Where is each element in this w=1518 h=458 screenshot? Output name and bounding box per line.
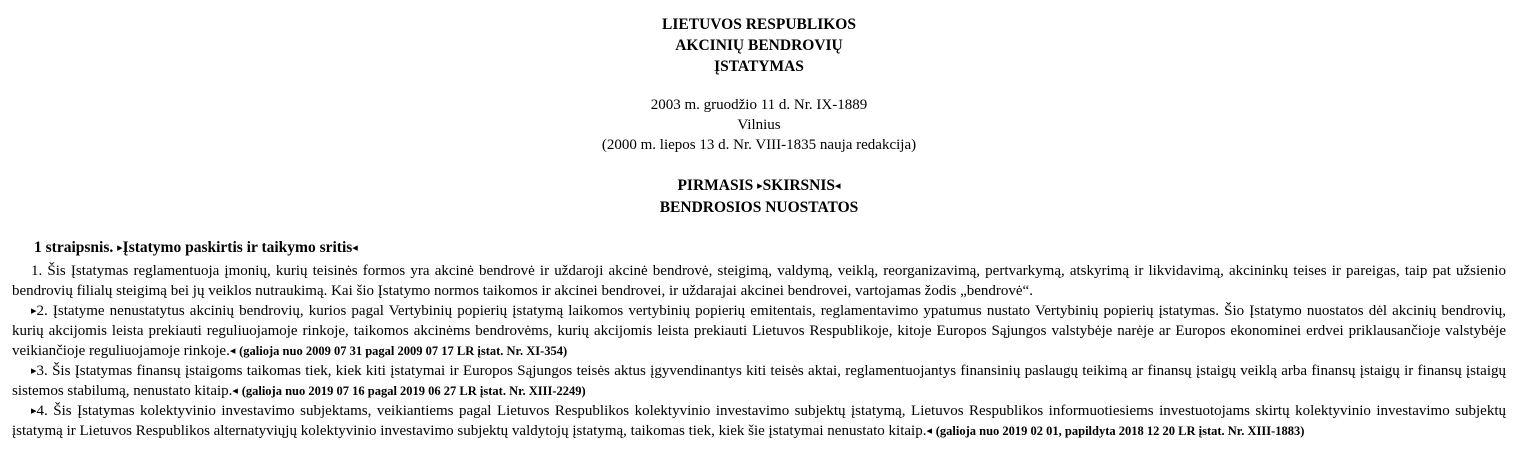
- paragraph-3: [12, 361, 1506, 401]
- law-meta: [0, 95, 1518, 155]
- law-date-number: 2003 m. gruodžio 11 d. Nr. IX-1889: [650, 97, 868, 113]
- marker-close-icon: ◂: [926, 425, 932, 437]
- article-heading: [34, 237, 358, 259]
- article-body: [12, 261, 1506, 441]
- amendment-note: (galioja nuo 2019 02 01, papildyta 2018 12 20 LR įstat. Nr. XIII-1883): [935, 424, 1305, 438]
- section-heading: [0, 175, 1518, 218]
- marker-close-icon: ◂: [229, 345, 236, 357]
- section-prefix: PIRMASIS: [677, 177, 754, 194]
- marker-close-icon: ◂: [232, 385, 238, 397]
- marker-close-icon: ◂: [352, 242, 358, 254]
- marker-open-icon: ▸: [757, 180, 763, 192]
- paragraph-4-text: 4. Šis Įstatymas kolektyvinio investavimo subjektams, veikiantiems pagal Lietuvos Respublikos kolektyvinio investavimo subjektų įstatymą, Lietuvos Respublikos informuotiesiems investuotojams skirtų kolektyvinio investavimo subjektų įstatymą ir Lietuvos Respublikos alternatyviųjų kolektyvinio investavimo subjektų valdytojų įstatymą, taikomas tiek, kiek šie įstatymai nenustato kitaip.: [12, 403, 1506, 439]
- section-title: BENDROSIOS NUOSTATOS: [659, 199, 859, 216]
- marker-open-icon: ▸: [31, 305, 37, 317]
- paragraph-1: [12, 261, 1506, 301]
- marker-open-icon: ▸: [31, 405, 37, 417]
- marker-open-icon: ▸: [117, 242, 123, 254]
- title-line-1: LIETUVOS RESPUBLIKOS: [662, 16, 856, 33]
- title-line-2: AKCINIŲ BENDROVIŲ: [675, 37, 843, 54]
- title-line-3: ĮSTATYMAS: [714, 58, 804, 75]
- law-place: Vilnius: [737, 117, 781, 133]
- paragraph-1-text: 1. Šis Įstatymas reglamentuoja įmonių, kurių teisinės formos yra akcinė bendrovė ir uždaroji akcinė bendrovė, steigimą, valdymą, veiklą, reorganizavimą, pertvarkymą, atskyrimą ir likvidavimą, akcininkų teises ir pareigas, taip pat užsienio bendrovių filialų steigimą bei jų veiklos nutraukimą. Kai šio Įstatymo normos taikomos ir akcinei bendrovei, ir uždarajai akcinei bendrovei, vartojamas žodis „bendrovė“.: [12, 263, 1506, 299]
- paragraph-3-text: 3. Šis Įstatymas finansų įstaigoms taikomas tiek, kiek kiti įstatymai ir Europos Sąjungos teisės aktus įgyvendinantys kiti teisės aktai, reglamentuojantys finansinių paslaugų teikimą ar finansų įstaigų veiklą arba finansų įstaigų ir finansų įstaigų sistemos stabilumą, nenustato kitaip.: [12, 363, 1506, 399]
- paragraph-4: [12, 401, 1506, 441]
- paragraph-2-text: 2. Įstatyme nenustatytus akcinių bendrovių, kurios pagal Vertybinių popierių įstatymą laikomos vertybinių popierių emitentais, reglamentavimo ypatumus nustato Vertybinių popierių įstatymas. Šio Įstatymo nuostatos dėl akcinių bendrovių, kurių akcijomis leista prekiauti reguliuojamoje rinkoje, taikomos akcinėms bendrovėms, kurių akcijomis leista prekiauti Lietuvos Respublikoje, kitoje Europos Sąjungos valstybėje narėje ar Europos ekonominei erdvei priklausančioje valstybėje veikiančioje reguliuojamoje rinkoje.: [12, 303, 1506, 359]
- section-number: [0, 175, 1518, 197]
- article-title: Įstatymo paskirtis ir taikymo sritis: [122, 239, 353, 256]
- paragraph-2: [12, 301, 1506, 361]
- amendment-note: (galioja nuo 2009 07 31 pagal 2009 07 17 LR įstat. Nr. XI-354): [239, 344, 568, 358]
- marker-close-icon: ◂: [835, 180, 841, 192]
- law-edition: (2000 m. liepos 13 d. Nr. VIII-1835 nauja redakcija): [601, 137, 917, 153]
- article-number: 1 straipsnis.: [34, 239, 114, 256]
- section-word: SKIRSNIS: [762, 177, 836, 194]
- marker-open-icon: ▸: [31, 365, 37, 377]
- amendment-note: (galioja nuo 2019 07 16 pagal 2019 06 27 LR įstat. Nr. XIII-2249): [241, 384, 586, 398]
- law-title: [0, 14, 1518, 77]
